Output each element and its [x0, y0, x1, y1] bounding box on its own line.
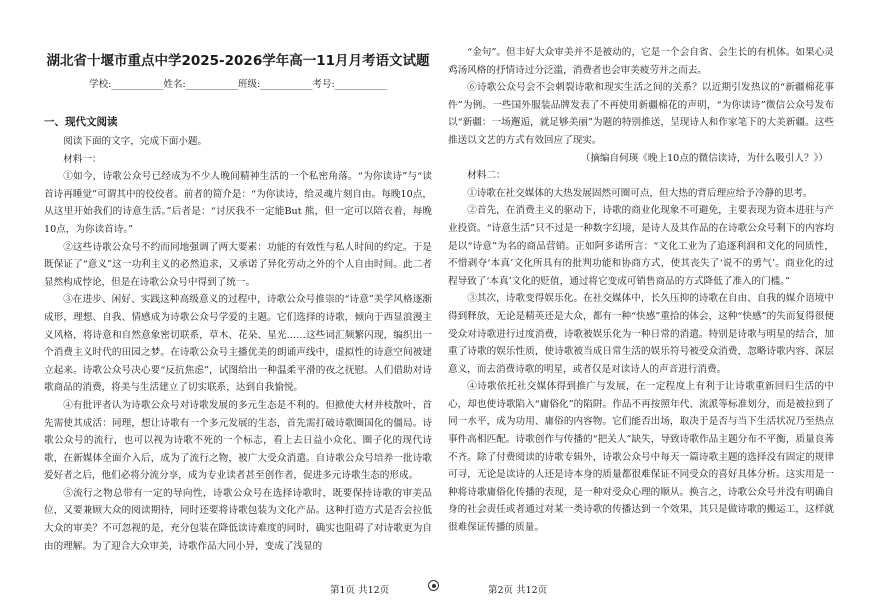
paragraph: ①如今，诗歌公众号已经成为不少人晚间精神生活的一个私密角落。“为你读诗”与“读首诗再睡觉”可谓其中的佼佼者。前者的简介是：“为你读诗，给灵魂片刻自由。每晚10点，从这里开始我们的诗意生活。”后者是：“讨厌我不一定能But 熊，但一定可以陪衣着，每晚10点，为你读首诗。” [44, 171, 432, 235]
paragraph: ③在进步、闲好、实践这种高级意义的过程中，诗歌公众号推崇的“诗意”美学风格逐渐成形，理想、自我、情感成为诗歌公众号学爱的主题。它们选择的诗歌，倾向于西显浪漫主义风格，将诗意和自然意象密切联系，草木、花朵、星光……这些词汇频繁闪现，编织出一个消费主义时代的田园之梦。在诗歌公众号主播优美的朗诵声线中，虚拟性的诗意空间被建立起来。诗歌公众号决心要“反抗焦虑”，试图给出一种温柔平滑的夜之抚慰。人们借助对诗歌商品的消费，将美与生活建立了切实联系，达到自我愉悦。 [44, 294, 432, 394]
paragraph: ⑥诗歌公众号会不会刺裂诗歌和现实生活之间的关系？以近期引发热议的“新疆棉花事件”为例。一些国外服装品牌发表了不再使用新疆棉花的声明，“为你读诗”微信公众号发布以“新疆：一场邂逅，就足够美丽”为题的特别推送，呈现诗人和作家笔下的大美新疆。这些推送以文艺的方式有效回应了现实。 [448, 82, 834, 146]
paragraph: ①诗歌在社交媒体的大热发展固然可圈可点，但大热的背后理应给予冷静的思考。 [467, 187, 813, 199]
left-column [44, 38, 432, 555]
student-info-line: 学校:___________姓名:___________班级:___________考号:___________ [89, 79, 387, 90]
paragraph: ③其次，诗歌变得娱乐化。在社交媒体中，长久压抑的诗歌在自由、自我的媒介语境中得到释放，无论是精英还是大众，都有一种“快感”重拾的体会，这种“快感”的失而复得很便受众对诗歌进行过度消费，诗歌被娱乐化为一种日常的消遣。特别是诗歌与明星的结合，加重了诗歌的娱乐性质，使诗歌被当成日常生活的娱乐符号被受众消费，忽略诗歌内容、深层意义，而去消费诗歌的明星，或者仅是对读诗人的声音进行消费。 [448, 293, 834, 375]
source-citation: （摘编自何瑛《晚上10点的微信读诗，为什么吸引人？》） [580, 152, 828, 164]
right-column [448, 44, 834, 537]
binding-circle-icon [428, 580, 439, 591]
page-number-right: 第2页 共12页 [488, 585, 548, 596]
instruction-text: 阅读下面的文字，完成下面小题。 [63, 136, 208, 147]
paragraph: ④有批评者认为诗歌公众号对诗歌发展的多元生态是不利的。但掀使大材并枝散叶，首先需使其成活：同理，想让诗歌有一个多元发展的生态，首先需打破诗歌圈国化的僵局。诗歌公众号的流行，也可以视为诗歌不死的一个标志，看上去日益小众化、圈子化的现代诗歌，在新媒体全面介入后，成为了流行之物，被广大受众消遣。自诗歌公众号培养一批诗歌爱好者之后，他们必将分流分享，成为专业读者甚至创作者，促进多元诗歌生态的形成。 [44, 399, 432, 482]
paragraph: “金句”。但丰好大众审美并不是被动的，它是一个会自省、会生长的有机体。如果心灵鸡汤风格的抒情诗过分泛滥，消费者也会审美疲劳并之而去。 [448, 47, 834, 76]
paragraph: ⑤流行之物总带有一定的导向性，诗歌公众号在选择诗歌时，既要保持诗歌的审美品位，又要兼顾大众的阅读期待，同时还要将诗歌包装为文化产品。这种打造方式是否会拉低大众的审美？不可忽视的是，充分包装在降低读诗难度的同时，确实也阻碍了对诗歌更为自由的理解。为了迎合大众审美，诗歌作品大同小异，变成了浅显的 [44, 487, 432, 552]
paragraph: ②首先，在消费主义的驱动下，诗歌的商业化现象不可避免，主要表现为资本进驻与产业投资。“诗意生活”只不过是一种数字幻境，是诗人及其作品的在诗歌公众号剩下的内容均是以“诗意”为名的商品营销。正如阿多诺所言：“文化工业为了追逐利润和文化的同质性，不惜剥夺‘本真’文化所具有的批判功能和协商方式，使其丧失了‘说不的勇气’。商业化的过程导致了‘本真’文化的贬值，通过将它变成可销售商品的方式降低了准入的门槛。” [448, 205, 834, 287]
section-heading: 一、现代文阅读 [44, 116, 118, 128]
paragraph: ②这些诗歌公众号不约而同地强调了两大要素：功能的有效性与私人时间的约定。于是既保证了“意义”这一功利主义的必然追求，又承诺了异化劳动之外的个人自由时间。此二者显然构成悖论，但是在诗歌公众号中得到了统一。 [44, 241, 432, 288]
paragraph: ④诗歌依托社交媒体得到推广与发展，在一定程度上有利于让诗歌重新回归生活的中心，却也使诗歌陷入“庸俗化”的陷阱。作品不再按照年代、流派等标准划分，而是被拉到了同一水平，成为功用、庸俗的内容物。它们能否出场，取决于是否与当下生活状况乃至热点事件高相匹配。诗歌创作与传播的“把关人”缺失，导致诗歌作品主题分布不平衡，质量良莠不齐。除了付费阅读的诗歌专辑外，诗歌公众号中每天一篇诗歌主题的选择没有固定的规律可寻，无论是读诗的人还是诗本身的质量都很难保证不同受众的喜好具体分析。这实用是一种将诗歌庸俗化传播的表现，是一种对受众心理的顺从。换言之，诗歌公众号并没有明确自身的社会责任或者通过对某一类诗歌的传播达到一个效果，其只是做诗歌的搬运工，这样就很难保证传播的质量。 [448, 381, 834, 534]
material-two-label: 材料二： [467, 170, 506, 182]
page-number-left: 第1页 共12页 [330, 585, 390, 596]
exam-title: 湖北省十堰市重点中学2025-2026学年高一11月月考语文试题 [46, 53, 430, 69]
material-one-label: 材料一： [63, 153, 102, 165]
